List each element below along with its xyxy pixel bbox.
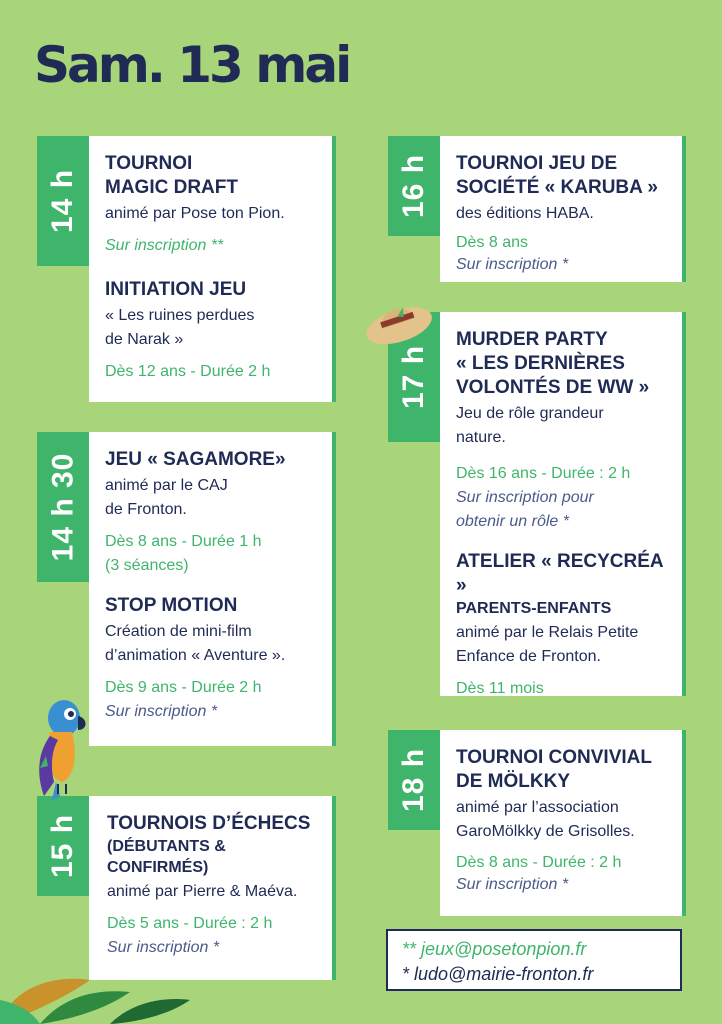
event-card-16h <box>440 136 686 282</box>
event-registration: Sur inscription * <box>107 939 220 956</box>
event-title-line: VOLONTÉS DE WW » <box>456 377 650 398</box>
time-label: 15 h <box>46 813 79 879</box>
event-card-15h <box>89 796 336 980</box>
event-subtitle-line: CONFIRMÉS) <box>107 859 209 876</box>
event-description <box>456 621 676 669</box>
event-stop-motion <box>105 594 326 724</box>
contact-box <box>386 929 682 991</box>
event-description-line: Création de mini-film <box>105 623 252 640</box>
straw-hat-icon <box>360 286 434 352</box>
event-description-line: animé par l’association <box>456 799 619 816</box>
time-tab-15h <box>37 796 89 896</box>
event-magic-draft <box>105 152 326 258</box>
event-registration: Sur inscription * <box>105 703 218 720</box>
event-molkky <box>456 746 676 896</box>
event-recyclea <box>456 550 676 701</box>
event-description <box>456 402 676 450</box>
event-description-line: GaroMölkky de Grisolles. <box>456 823 635 840</box>
event-description <box>105 304 326 352</box>
event-card-14h <box>89 136 336 402</box>
leaves-decoration <box>0 970 200 1024</box>
event-title: TOURNOIS D’ÉCHECS <box>107 813 311 834</box>
event-title: ATELIER « RECYCRÉA » <box>456 551 663 596</box>
page-title: Sam. 13 mai <box>34 36 350 94</box>
event-title <box>456 328 676 400</box>
event-description-line: animé par le Relais Petite <box>456 624 639 641</box>
event-subtitle: PARENTS-ENFANTS <box>456 600 612 617</box>
event-description-line: nature. <box>456 429 506 446</box>
event-title-line: MURDER PARTY <box>456 329 608 350</box>
event-title: JEU « SAGAMORE» <box>105 449 286 470</box>
parrot-icon <box>28 696 90 806</box>
event-karuba <box>456 152 676 276</box>
event-registration-line: obtenir un rôle * <box>456 513 569 530</box>
event-sagamore <box>105 448 326 578</box>
event-description: animé par Pose ton Pion. <box>105 205 285 222</box>
time-tab-18h <box>388 730 440 830</box>
event-age: Dès 16 ans - Durée : 2 h <box>456 465 631 482</box>
event-registration: Sur inscription * <box>456 876 569 893</box>
event-title-line: DE MÖLKKY <box>456 771 570 792</box>
event-title-line: « LES DERNIÈRES <box>456 353 625 374</box>
event-age <box>105 530 326 578</box>
time-tab-16h <box>388 136 440 236</box>
time-label: 17 h <box>397 344 430 410</box>
time-tab-14h <box>37 136 89 266</box>
event-description-line: Jeu de rôle grandeur <box>456 405 604 422</box>
time-label: 18 h <box>397 747 430 813</box>
event-title-line: TOURNOI CONVIVIAL <box>456 747 652 768</box>
event-age: Dès 9 ans - Durée 2 h <box>105 679 262 696</box>
event-title: INITIATION JEU <box>105 279 247 300</box>
event-card-17h <box>440 312 686 696</box>
event-description-line: Enfance de Fronton. <box>456 648 601 665</box>
event-title: STOP MOTION <box>105 595 238 616</box>
time-label: 14 h <box>46 168 79 234</box>
event-age: Dès 8 ans <box>456 234 529 251</box>
event-description-line: « Les ruines perdues <box>105 307 255 324</box>
event-description <box>105 620 326 668</box>
event-murder-party <box>456 328 676 534</box>
event-age: Dès 12 ans - Durée 2 h <box>105 363 271 380</box>
event-description-line: de Narak » <box>105 331 184 348</box>
event-age: Dès 8 ans - Durée : 2 h <box>456 854 622 871</box>
event-title-line: SOCIÉTÉ « KARUBA » <box>456 177 658 198</box>
event-description-line: d’animation « Aventure ». <box>105 647 286 664</box>
event-title <box>456 746 676 794</box>
event-registration <box>456 486 676 534</box>
event-registration: Sur inscription * <box>456 256 569 273</box>
event-title-line: TOURNOI JEU DE <box>456 153 618 174</box>
event-description <box>105 474 326 522</box>
event-echecs <box>107 812 326 960</box>
time-tab-14h30 <box>37 432 89 582</box>
event-subtitle <box>107 836 326 878</box>
event-initiation-jeu <box>105 278 326 384</box>
event-title-line: TOURNOI <box>105 153 193 174</box>
event-title-line: MAGIC DRAFT <box>105 177 238 198</box>
event-card-18h <box>440 730 686 916</box>
event-age-line: (3 séances) <box>105 557 189 574</box>
event-title <box>105 152 326 200</box>
event-registration: Sur inscription ** <box>105 237 224 254</box>
event-title <box>456 152 676 200</box>
event-card-14h30 <box>89 432 336 746</box>
event-description <box>456 796 676 844</box>
event-description: des éditions HABA. <box>456 205 594 222</box>
event-age: Dès 11 mois <box>456 680 544 697</box>
event-description-line: animé par le CAJ <box>105 477 228 494</box>
event-age-line: Dès 8 ans - Durée 1 h <box>105 533 262 550</box>
event-description: animé par Pierre & Maéva. <box>107 883 298 900</box>
event-age: Dès 5 ans - Durée : 2 h <box>107 915 273 932</box>
contact-email-mairie[interactable]: * ludo@mairie-fronton.fr <box>402 964 594 984</box>
time-label: 14 h 30 <box>46 452 80 562</box>
contact-email-posetonpion[interactable]: ** jeux@posetonpion.fr <box>402 939 587 959</box>
event-description-line: de Fronton. <box>105 501 187 518</box>
time-label: 16 h <box>397 153 430 219</box>
event-registration-line: Sur inscription pour <box>456 489 594 506</box>
event-subtitle-line: (DÉBUTANTS & <box>107 838 226 855</box>
